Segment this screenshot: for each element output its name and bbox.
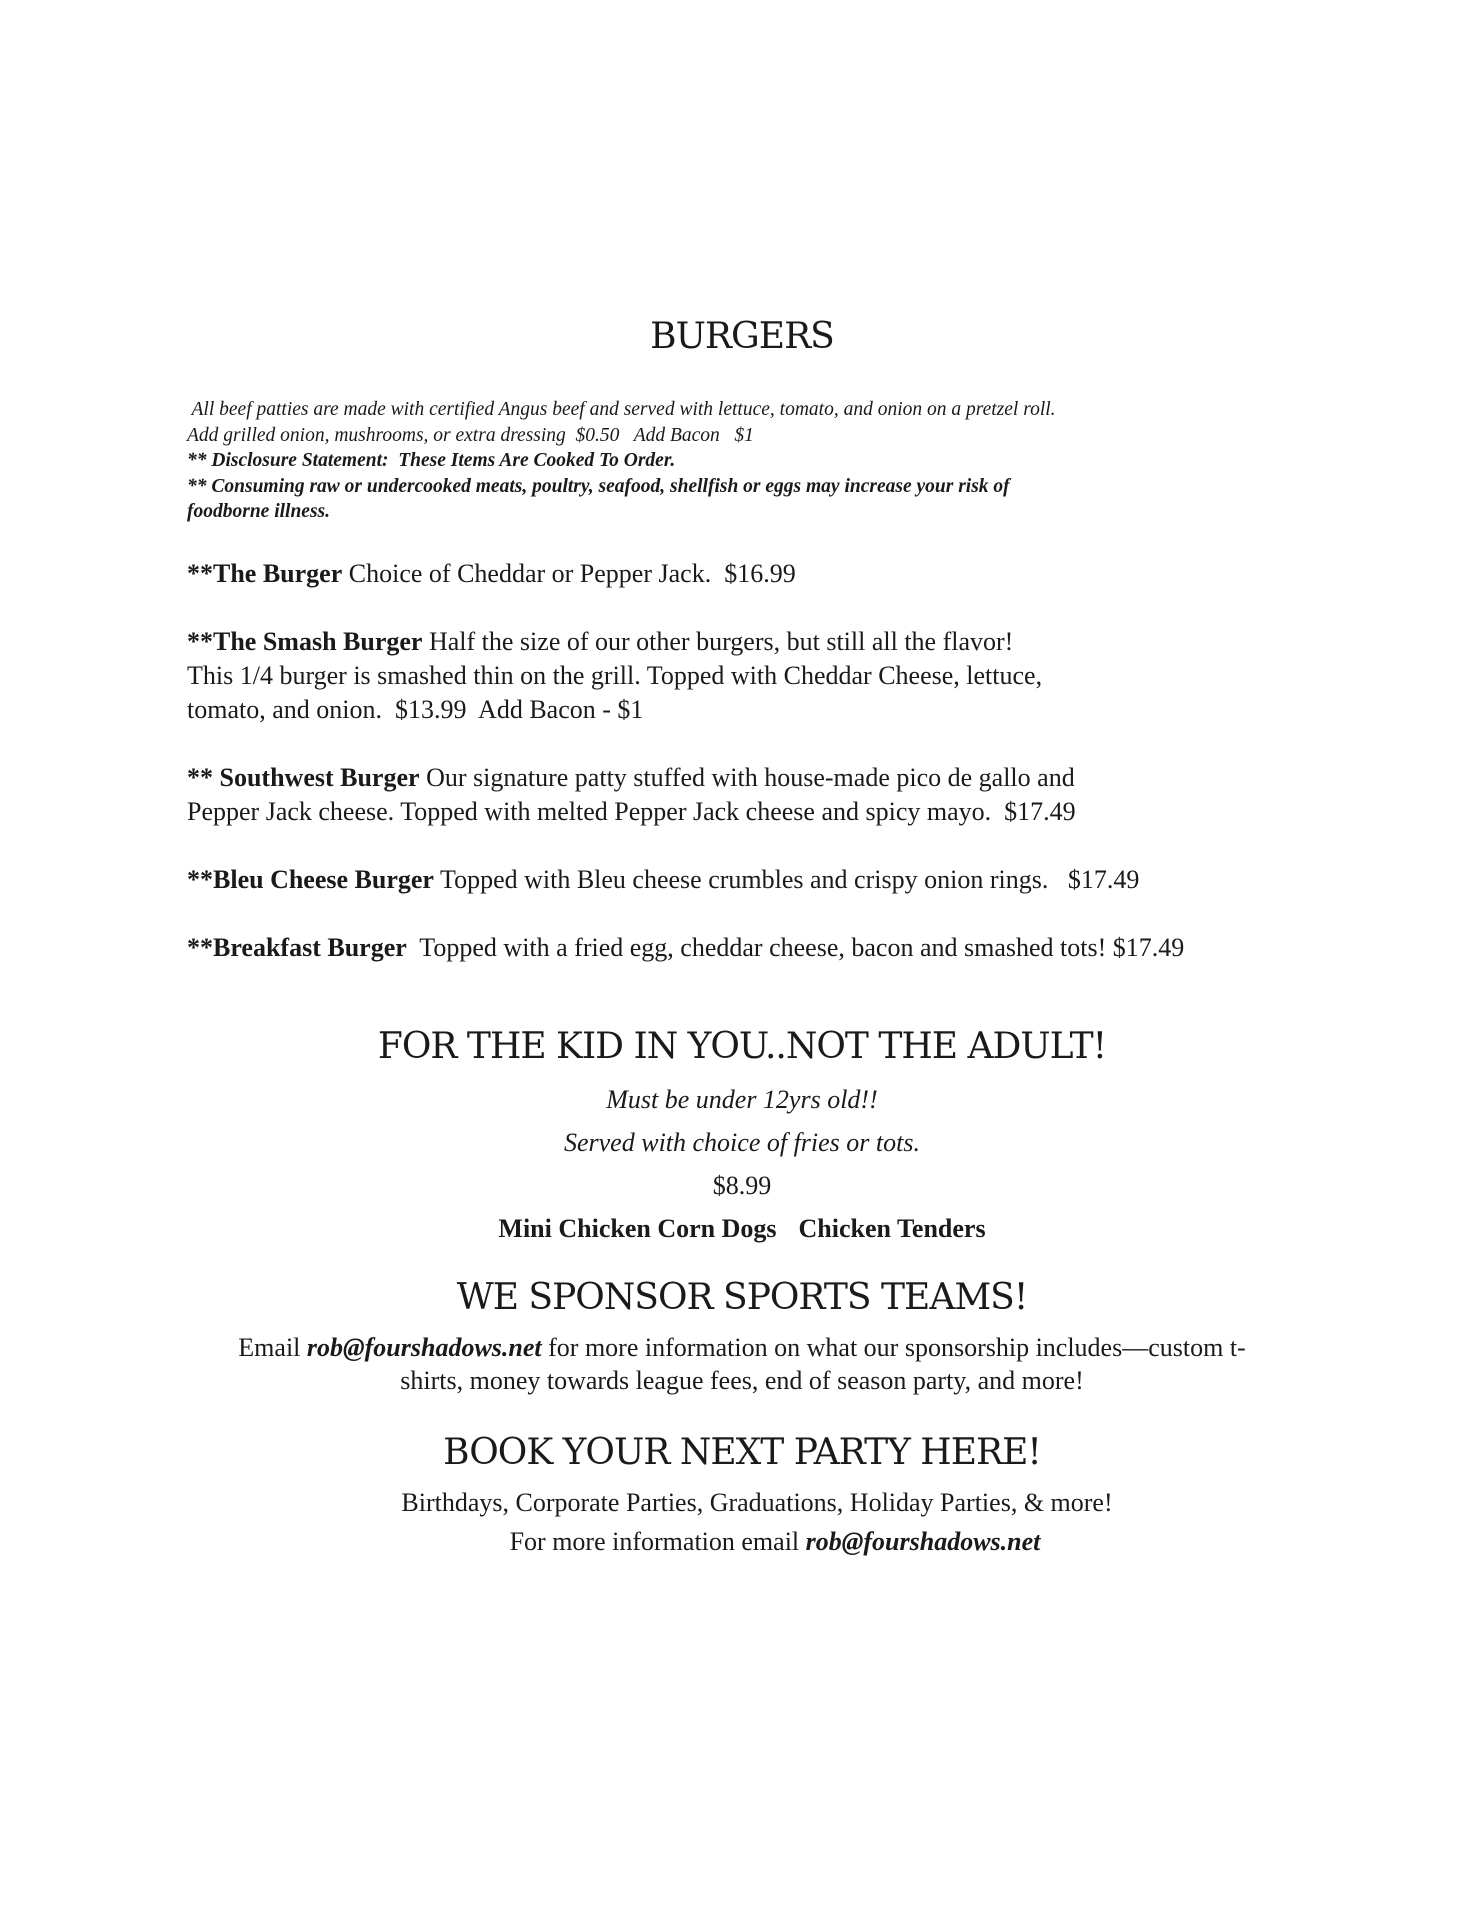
item-description-line2: Pepper Jack cheese. Topped with melted Pepper Jack cheese and spicy mayo. $17.49 bbox=[187, 797, 1076, 826]
party-events-line: Birthdays, Corporate Parties, Graduations, Holiday Parties, & more! bbox=[401, 1488, 1113, 1517]
consumption-warning-line1: ** Consuming raw or undercooked meats, poultry, seafood, shellfish or eggs may increase your risk of bbox=[187, 475, 1010, 497]
kids-sides-note: Served with choice of fries or tots. bbox=[563, 1128, 920, 1157]
menu-item-smash-burger bbox=[187, 625, 1337, 727]
addons-note: Add grilled onion, mushrooms, or extra dressing $0.50 Add Bacon $1 bbox=[187, 424, 754, 446]
item-description: Our signature patty stuffed with house-made pico de gallo and bbox=[419, 763, 1075, 792]
consumption-warning-line2: foodborne illness. bbox=[187, 501, 331, 522]
party-contact-text: For more information email bbox=[509, 1527, 806, 1556]
kids-age-note: Must be under 12yrs old!! bbox=[606, 1085, 878, 1114]
sports-description bbox=[170, 1331, 1314, 1397]
item-description: Choice of Cheddar or Pepper Jack. $16.99 bbox=[342, 559, 796, 588]
item-description: Half the size of our other burgers, but still all the flavor! bbox=[422, 627, 1014, 656]
item-name: **Bleu Cheese Burger bbox=[187, 865, 434, 894]
party-contact-line bbox=[0, 1525, 1484, 1559]
kids-price: $8.99 bbox=[712, 1171, 772, 1200]
party-email-link[interactable]: rob@fourshadows.net bbox=[805, 1527, 1041, 1556]
kids-option-chicken-tenders: Chicken Tenders bbox=[798, 1214, 986, 1243]
menu-item-southwest-burger bbox=[187, 761, 1337, 829]
item-name: **The Smash Burger bbox=[187, 627, 423, 656]
party-heading: BOOK YOUR NEXT PARTY HERE! bbox=[443, 1432, 1041, 1473]
sports-text-line2: shirts, money towards league fees, end of season party, and more! bbox=[400, 1366, 1084, 1395]
menu-item-the-burger bbox=[187, 557, 1337, 591]
kids-option-corn-dogs: Mini Chicken Corn Dogs bbox=[498, 1214, 777, 1243]
patty-note: All beef patties are made with certified Angus beef and served with lettuce, tomato, and onion on a pretzel roll. bbox=[187, 399, 1056, 420]
burgers-notes bbox=[187, 397, 1187, 525]
sports-email-link[interactable]: rob@fourshadows.net bbox=[306, 1333, 542, 1362]
menu-item-bleu-cheese-burger bbox=[187, 863, 1337, 897]
kids-options bbox=[0, 1212, 1484, 1246]
sports-text-after: for more information on what our sponsorship includes—custom t- bbox=[541, 1333, 1246, 1362]
item-description-line3: tomato, and onion. $13.99 Add Bacon - $1 bbox=[187, 695, 644, 724]
item-name: ** Southwest Burger bbox=[187, 763, 420, 792]
item-description: Topped with a fried egg, cheddar cheese, bacon and smashed tots! $17.49 bbox=[406, 933, 1185, 962]
kids-heading: FOR THE KID IN YOU..NOT THE ADULT! bbox=[377, 1026, 1107, 1067]
sports-text-before: Email bbox=[238, 1333, 307, 1362]
item-description: Topped with Bleu cheese crumbles and crispy onion rings. $17.49 bbox=[433, 865, 1140, 894]
disclosure-statement: ** Disclosure Statement: These Items Are Cooked To Order. bbox=[187, 450, 676, 471]
item-name: **Breakfast Burger bbox=[187, 933, 407, 962]
item-description-line2: This 1/4 burger is smashed thin on the grill. Topped with Cheddar Cheese, lettuce, bbox=[187, 661, 1043, 690]
sports-heading: WE SPONSOR SPORTS TEAMS! bbox=[456, 1277, 1028, 1318]
burgers-heading: BURGERS bbox=[650, 316, 834, 357]
menu-item-breakfast-burger bbox=[187, 931, 1337, 965]
item-name: **The Burger bbox=[187, 559, 343, 588]
